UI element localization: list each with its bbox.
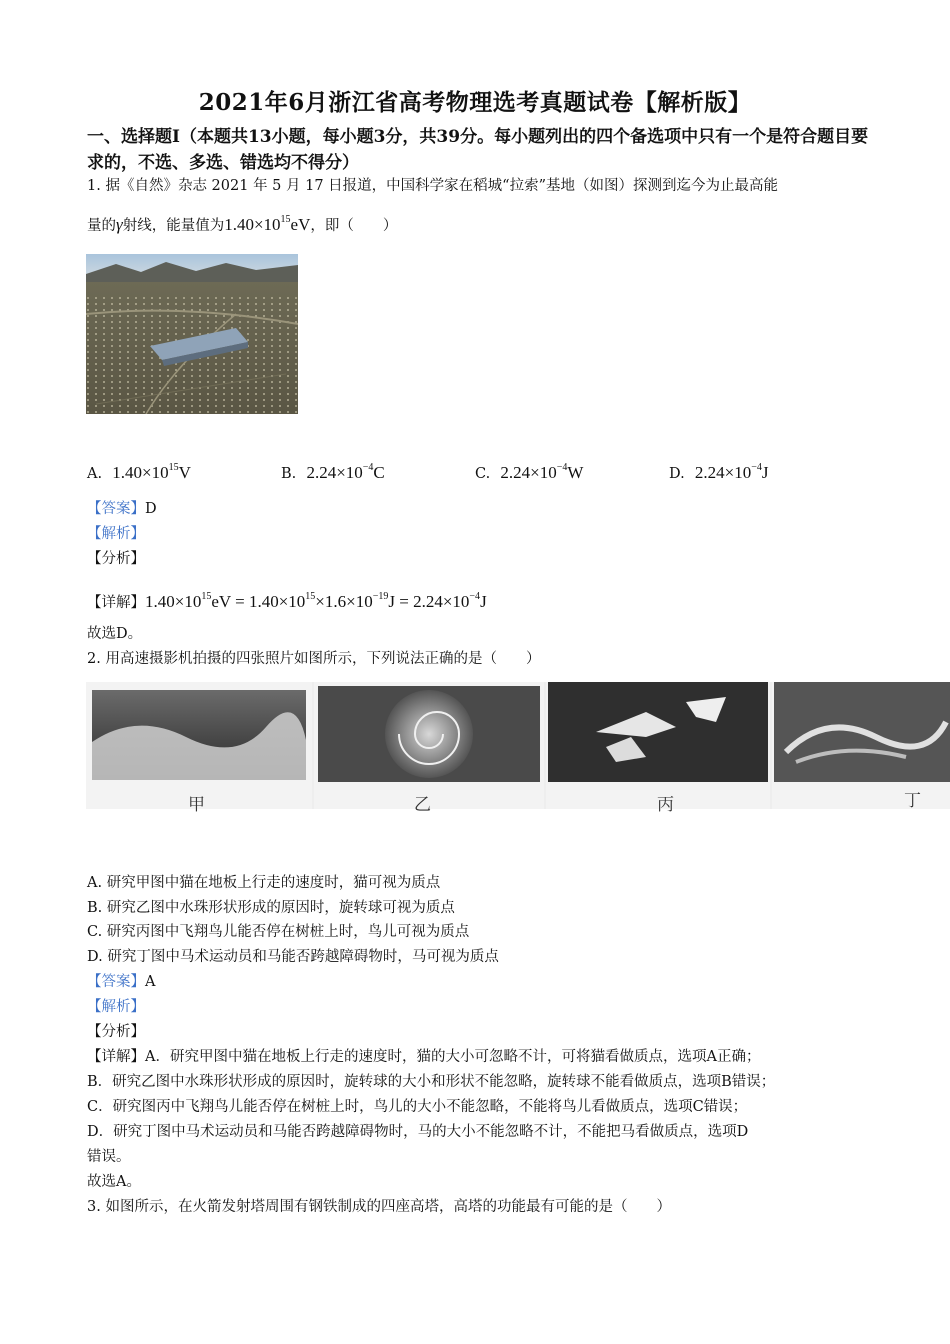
q2-detail-line-2: B．研究乙图中水珠形状形成的原因时，旋转球的大小和形状不能忽略，旋转球不能看做质点，选项B错误；: [87, 1074, 776, 1090]
q2-detail-line-5: 错误。: [87, 1149, 131, 1165]
q1-observatory-photo: [86, 254, 298, 414]
q2-analysis-tag: 【解析】: [87, 999, 145, 1015]
q1-answer: [87, 499, 157, 519]
q2-detail-line-3: C．研究图丙中飞翔鸟儿能否停在树桩上时，鸟儿的大小不能忽略，不能将鸟儿看做质点，选项C错误；: [87, 1099, 748, 1115]
answer-tag: 【答案】: [87, 501, 145, 517]
q1-stem-line2: [87, 210, 397, 236]
panel-label-yi: 乙: [414, 795, 431, 815]
q1-option-b[interactable]: B. $2.24\times 10^{-4}C$: [281, 462, 385, 482]
gamma-symbol: γ: [116, 215, 123, 234]
answer-value: D: [145, 501, 157, 517]
q1-fenxi-tag: 【分析】: [87, 551, 145, 567]
answer-value: A: [145, 974, 156, 990]
panel-label-ding: 丁: [904, 791, 921, 811]
q1-stem-value: $1.40\times 10^{15}eV$: [224, 214, 311, 234]
q2-detail-line-4: D．研究丁图中马术运动员和马能否跨越障碍物时，马的大小不能忽略不计，不能把马看做质点，选项D: [87, 1124, 749, 1140]
q1-stem-tail: ，即（ ）: [310, 218, 398, 234]
answer-tag: 【答案】: [87, 974, 145, 990]
q1-option-a[interactable]: A. $1.40\times 10^{15}V$: [87, 462, 191, 482]
q2-stem: 2. 用高速摄影机拍摄的四张照片如图所示，下列说法正确的是（ ）: [87, 651, 541, 667]
document-title: 2021年6月浙江省高考物理选考真题试卷【解析版】: [198, 89, 752, 116]
q2-option-a[interactable]: A. 研究甲图中猫在地板上行走的速度时，猫可视为质点: [87, 875, 441, 891]
q2-conclusion: 故选A。: [87, 1174, 141, 1190]
q1-detail: [87, 587, 487, 613]
q1-option-d[interactable]: D. $2.24\times 10^{-4}J$: [669, 462, 769, 482]
detail-tag: 【详解】: [87, 1049, 145, 1065]
q2-fenxi-tag: 【分析】: [87, 1024, 145, 1040]
q1-analysis-tag: 【解析】: [87, 526, 145, 542]
q2-answer: [87, 972, 155, 992]
q1-detail-equation: $1.40\times 10^{15}eV = 1.40\times 10^{15}\times 1.6\times 10^{-19}J = 2.24\times 10^{-4}J$: [145, 591, 487, 611]
q2-option-c[interactable]: C. 研究丙图中飞翔鸟儿能否停在树桩上时，鸟儿可视为质点: [87, 924, 470, 940]
detail-tag: 【详解】: [87, 595, 145, 611]
q2-photo-strip: [86, 682, 950, 809]
q1-stem-text-a: 量的: [87, 218, 116, 234]
section-heading: 一、选择题Ⅰ（本题共13小题，每小题3分，共39分。每小题列出的四个备选项中只有一个是符合题目要求的，不选、多选、错选均不得分）: [87, 127, 869, 173]
q1-conclusion: 故选D。: [87, 626, 143, 642]
panel-label-jia: 甲: [188, 795, 205, 815]
q1-stem-line1: 1. 据《自然》杂志 2021 年 5 月 17 日报道，中国科学家在稻城“拉索”基地（如图）探测到迄今为止最高能: [87, 178, 778, 194]
q1-option-c[interactable]: C. $2.24\times 10^{-4}W$: [475, 462, 584, 482]
q2-option-b[interactable]: B. 研究乙图中水珠形状形成的原因时，旋转球可视为质点: [87, 900, 455, 916]
q1-stem-text-b: 射线，能量值为: [122, 218, 225, 234]
q3-stem: 3. 如图所示，在火箭发射塔周围有钢铁制成的四座高塔，高塔的功能最有可能的是（ ）: [87, 1199, 671, 1215]
panel-label-bing: 丙: [657, 795, 674, 815]
q2-option-d[interactable]: D. 研究丁图中马术运动员和马能否跨越障碍物时，马可视为质点: [87, 949, 499, 965]
q2-detail-line-1: 【详解】A．研究甲图中猫在地板上行走的速度时，猫的大小可忽略不计，可将猫看做质点，选项A正确；: [87, 1049, 761, 1065]
